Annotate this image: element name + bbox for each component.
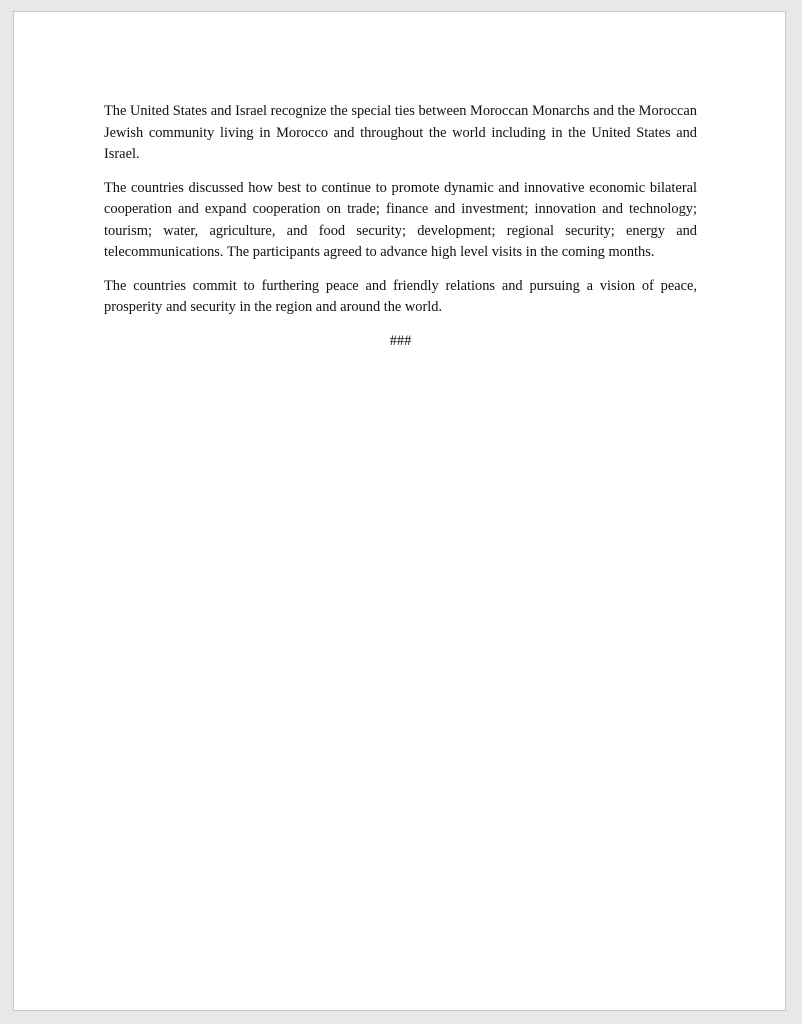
paragraph-economic-cooperation: The countries discussed how best to continue to promote dynamic and innovative economic bilateral cooperation and expand cooperation on trade; finance and investment; innovation and technology; tourism; water, agriculture, and food security; development; regional security; energy and telecommunications. The participants agreed to advance high level visits in the coming months. [104, 179, 697, 260]
end-mark: ### [389, 332, 412, 349]
document-page [13, 11, 786, 1011]
paragraph-ties: The United States and Israel recognize the special ties between Moroccan Monarchs and the Moroccan Jewish community living in Morocco and throughout the world including in the United States and Israel. [104, 103, 697, 162]
paragraph-peace-commitment: The countries commit to furthering peace and friendly relations and pursuing a vision of peace, prosperity and security in the region and around the world. [104, 277, 697, 315]
document-body [104, 101, 697, 352]
